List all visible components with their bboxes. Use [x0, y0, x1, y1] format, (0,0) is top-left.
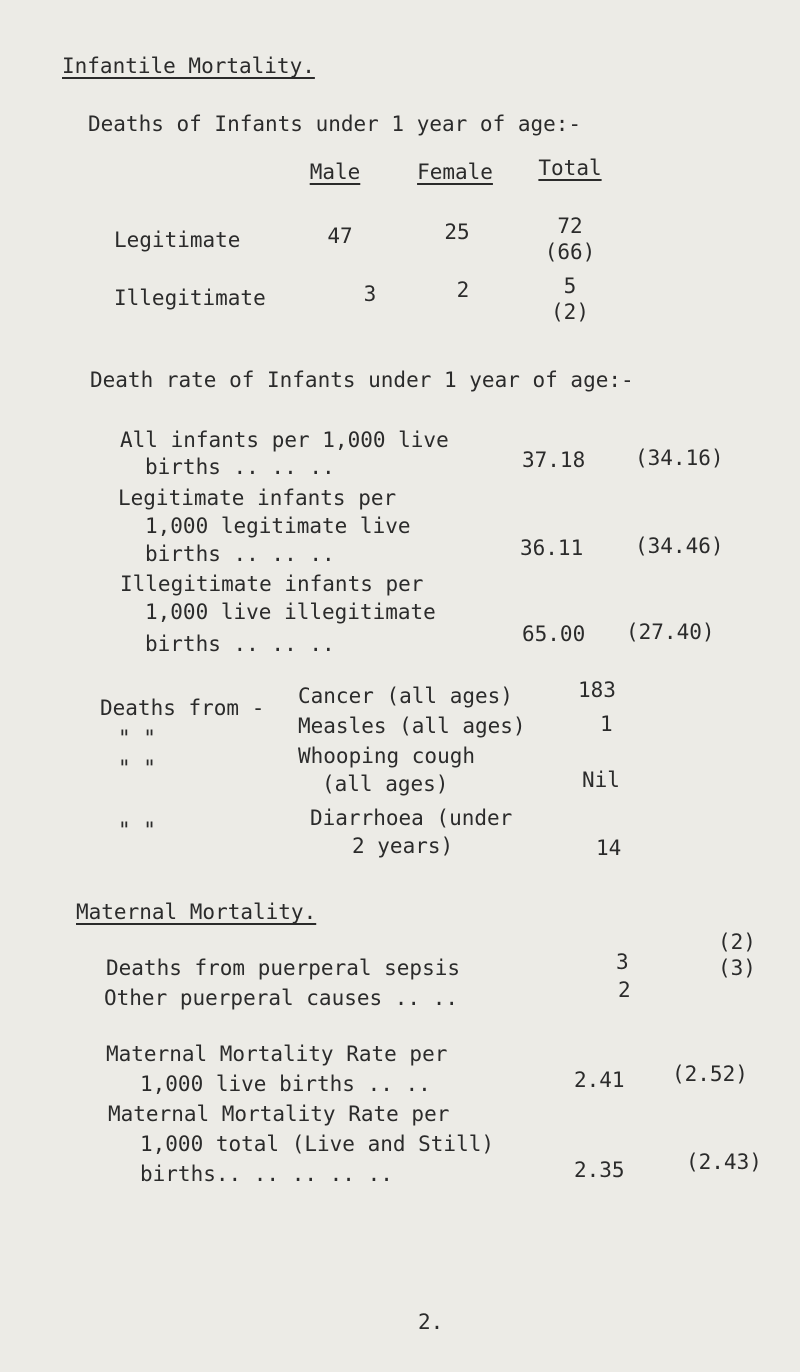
maternal-rate-live-prev: (2.52)	[672, 1062, 748, 1086]
cause-cancer-value: 183	[578, 678, 616, 702]
cause-cancer-prefix: Deaths from -	[100, 696, 265, 720]
rate-legitimate-label-line-2: 1,000 legitimate live	[145, 514, 411, 538]
rate-illegitimate-value: 65.00	[522, 622, 586, 646]
cause-diarrhoea-label-line-1: Diarrhoea (under	[310, 806, 513, 830]
rate-illegitimate-label-line-3: births .. .. ..	[145, 632, 335, 656]
cause-measles-label: Measles (all ages)	[298, 714, 526, 738]
column-header-total: Total	[538, 156, 602, 180]
rate-legitimate-prev: (34.46)	[635, 534, 724, 558]
rate-all-label-line-1: All infants per 1,000 live	[120, 428, 449, 452]
rate-all-label-line-2: births .. .. ..	[145, 455, 335, 479]
maternal-sepsis-prev: (2)	[718, 930, 756, 954]
row-illegitimate-label: Illegitimate	[114, 286, 266, 310]
maternal-rate-total-line-3: births.. .. .. .. ..	[140, 1162, 393, 1186]
rate-all-value: 37.18	[522, 448, 586, 472]
maternal-mortality-heading: Maternal Mortality.	[76, 900, 317, 924]
maternal-rate-live-line-2: 1,000 live births .. ..	[140, 1072, 431, 1096]
maternal-other-value: 2	[618, 978, 631, 1002]
column-header-female: Female	[417, 160, 493, 184]
row-legitimate-female: 25	[444, 220, 470, 244]
maternal-rate-live-value: 2.41	[574, 1068, 625, 1092]
rate-all-prev: (34.16)	[635, 446, 724, 470]
maternal-rate-total-line-1: Maternal Mortality Rate per	[108, 1102, 450, 1126]
row-illegitimate-prev: (2)	[551, 300, 589, 324]
maternal-sepsis-value: 3	[616, 950, 629, 974]
row-illegitimate-total: 5	[563, 274, 577, 298]
maternal-other-label: Other puerperal causes .. ..	[104, 986, 459, 1010]
rate-legitimate-value: 36.11	[520, 536, 584, 560]
maternal-rate-total-prev: (2.43)	[686, 1150, 762, 1174]
page-number: 2.	[418, 1310, 444, 1334]
rate-legitimate-label-line-1: Legitimate infants per	[118, 486, 397, 510]
rate-illegitimate-label-line-1: Illegitimate infants per	[120, 572, 424, 596]
rate-illegitimate-label-line-2: 1,000 live illegitimate	[145, 600, 436, 624]
cause-whooping-label-line-1: Whooping cough	[298, 744, 476, 768]
maternal-other-prev: (3)	[718, 956, 756, 980]
row-legitimate-male: 47	[327, 224, 353, 248]
rate-illegitimate-prev: (27.40)	[626, 620, 715, 644]
maternal-sepsis-label: Deaths from puerperal sepsis	[106, 956, 461, 980]
row-legitimate-prev: (66)	[544, 240, 596, 264]
cause-measles-value: 1	[600, 712, 613, 736]
row-legitimate-label: Legitimate	[114, 228, 241, 252]
rate-intro: Death rate of Infants under 1 year of age:-	[90, 368, 634, 392]
cause-cancer-label: Cancer (all ages)	[298, 684, 513, 708]
cause-diarrhoea-prefix: " "	[118, 818, 156, 842]
column-header-male: Male	[309, 160, 361, 184]
maternal-rate-total-value: 2.35	[574, 1158, 625, 1182]
row-illegitimate-female: 2	[456, 278, 470, 302]
rate-legitimate-label-line-3: births .. .. ..	[145, 542, 335, 566]
cause-whooping-label-line-2: (all ages)	[322, 772, 449, 796]
cause-whooping-value: Nil	[582, 768, 620, 792]
cause-whooping-prefix: " "	[118, 756, 156, 780]
infantile-mortality-heading: Infantile Mortality.	[62, 54, 315, 78]
deaths-intro: Deaths of Infants under 1 year of age:-	[88, 112, 582, 136]
cause-measles-prefix: " "	[118, 726, 156, 750]
cause-diarrhoea-value: 14	[596, 836, 622, 860]
maternal-rate-live-line-1: Maternal Mortality Rate per	[106, 1042, 448, 1066]
maternal-rate-total-line-2: 1,000 total (Live and Still)	[140, 1132, 495, 1156]
row-illegitimate-male: 3	[363, 282, 377, 306]
row-legitimate-total: 72	[557, 214, 583, 238]
cause-diarrhoea-label-line-2: 2 years)	[352, 834, 454, 858]
